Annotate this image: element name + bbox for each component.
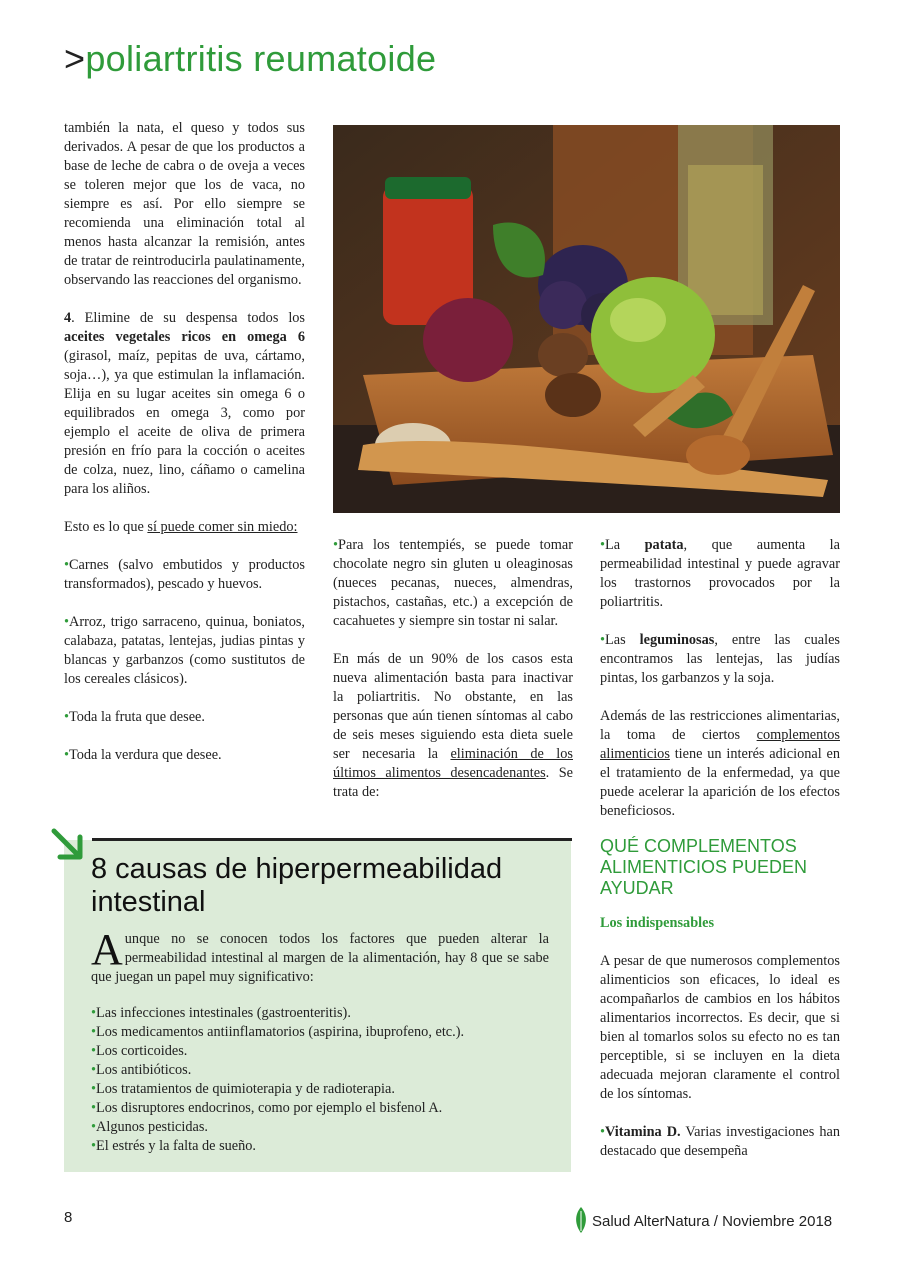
list-item: •Toda la verdura que desee. xyxy=(64,747,222,763)
publication-footer xyxy=(574,1207,832,1237)
list-item: •Carnes (salvo embutidos y productos transformados), pescado y huevos. xyxy=(64,557,305,592)
page-number: 8 xyxy=(64,1209,73,1226)
column-3 xyxy=(600,536,840,840)
page-header xyxy=(64,38,436,80)
section-heading: QUÉ COMPLEMENTOS ALIMENTICIOS PUEDEN AYUDAR xyxy=(600,836,808,898)
leaf-logo-icon xyxy=(574,1207,588,1237)
box-rule xyxy=(92,838,572,841)
list-item: •El estrés y la falta de sueño. xyxy=(91,1138,257,1154)
column-3-lower xyxy=(600,914,840,1180)
header-title: poliartritis reumatoide xyxy=(85,38,437,79)
paragraph: Esto es lo que sí puede comer sin miedo: xyxy=(64,519,298,535)
list-item: •Las infecciones intestinales (gastroenteritis). xyxy=(91,1005,351,1021)
list-item: •Los medicamentos antiinflamatorios (aspirina, ibuprofeno, etc.). xyxy=(91,1024,465,1040)
box-title: 8 causas de hiperpermeabilidad intestinal xyxy=(91,853,503,918)
list-item: •Los disruptores endocrinos, como por ejemplo el bisfenol A. xyxy=(91,1100,443,1116)
food-still-life-image xyxy=(333,125,840,513)
paragraph: también la nata, el queso y todos sus derivados. A pesar de que los productos a base de leche de cabra o de oveja a veces se toleren mejor que los de vaca, no siempre es así. Por ello siempre se recomienda una eliminación total al menos hasta alcanzar la remisión, antes de tratar de reintroducirla paulatinamente, observando las reacciones del organismo. xyxy=(64,120,305,288)
header-prefix: > xyxy=(64,38,86,79)
paragraph: A pesar de que numerosos complementos alimenticios son eficaces, lo ideal es acompañarlos de cambios en los hábitos alimentarios incorrectos. Es decir, que si bien al tomarlos solos su efecto no es tan perceptible, si se incluyen en la dieta adecuada mejoran claramente el control de los síntomas. xyxy=(600,953,840,1102)
list-item: •Las leguminosas, entre las cuales encontramos las lentejas, las judías pintas, los garbanzos y la soja. xyxy=(600,632,840,686)
list-item: •Vitamina D. Varias investigaciones han destacado que desempeña xyxy=(600,1124,840,1159)
column-2 xyxy=(333,536,573,821)
drop-cap: A xyxy=(91,925,123,974)
list-item: •Toda la fruta que desee. xyxy=(64,709,205,725)
arrow-icon xyxy=(50,827,90,867)
paragraph: Además de las restricciones alimentarias, la toma de ciertos complementos alimenticios tiene un interés adicional en el tratamiento de la enfermedad, ya que puede acelerar la aparición de los efectos beneficiosos. xyxy=(600,708,840,819)
paragraph: En más de un 90% de los casos esta nueva alimentación basta para inactivar la poliartritis. No obstante, en las personas que aún tienen síntomas al cabo de seis meses siguiendo esta dieta suele ser necesaria la eliminación de los últimos alimentos desencadenantes. Se trata de: xyxy=(333,651,573,800)
list-item: •La patata, que aumenta la permeabilidad intestinal y puede agravar los trastornos provocados por la poliartritis. xyxy=(600,537,841,610)
list-item: •Los tratamientos de quimioterapia y de radioterapia. xyxy=(91,1081,395,1097)
list-item: •Los corticoides. xyxy=(91,1043,188,1059)
publication-name: Salud AlterNatura / Noviembre 2018 xyxy=(592,1212,833,1230)
subheading: Los indispensables xyxy=(600,915,715,931)
food-photo xyxy=(333,125,840,513)
box-intro: Aunque no se conocen todos los factores que pueden alterar la permeabilidad intestinal al margen de la alimentación, hay 8 que se sabe que juegan un papel muy significativo: xyxy=(91,925,549,985)
list-item: •Algunos pesticidas. xyxy=(91,1119,208,1135)
causes-list xyxy=(91,1004,551,1156)
list-item: •Arroz, trigo sarraceno, quinua, boniatos, calabaza, patatas, lentejas, judias pintas y blancas y garbanzos (como sustitutos de los cereales clásicos). xyxy=(64,614,305,687)
column-1 xyxy=(64,119,305,784)
list-item: •Para los tentempiés, se puede tomar chocolate negro sin gluten u oleaginosas (nueces pecanas, nueces, almendras, pistachos, castañas, etc.) a excepción de cacahuetes y siempre sin tostar ni salar. xyxy=(333,537,573,629)
paragraph: 4. Elimine de su despensa todos los aceites vegetales ricos en omega 6 (girasol, maíz, pepitas de uva, cártamo, soja…), ya que estimulan la inflamación. Elija en su lugar aceites sin omega 6 o equilibrados en omega 3, como por ejemplo el aceite de oliva de primera presión en frío para la cocción o aceites de colza, nuez, lino, cáñamo o camelina para los aliños. xyxy=(64,310,305,497)
list-item: •Los antibióticos. xyxy=(91,1062,192,1078)
